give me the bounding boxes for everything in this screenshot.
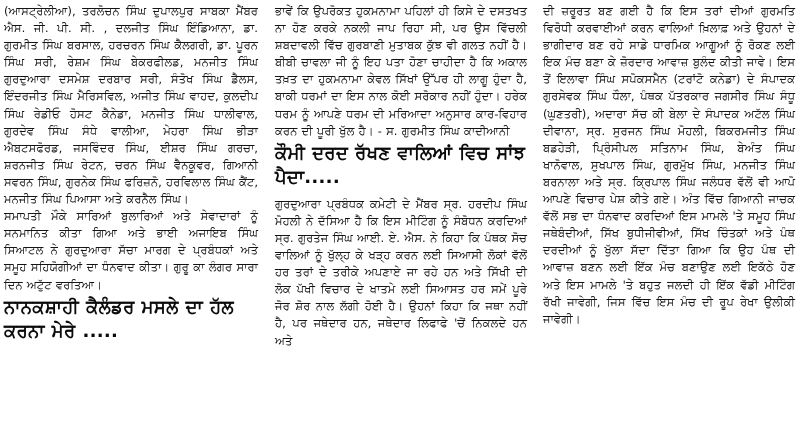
- forum-call-paragraph: ਦੀ ਜ਼ਰੂਰਤ ਬਣ ਗਈ ਹੈ ਕਿ ਇਸ ਤਰਾਂ ਦੀਆਂ ਗੁਰਮਤਿ ਵਿਰੋਧੀ ਕਰਵਾਈਆਂ ਕਰਨ ਵਾਲਿਆਂ ਖ਼ਿਲਾਫ਼ ਅਤੇ ਉਹਨਾਂ ਦੇ ਭਾਗੀਦਾਰ ਬਣ ਰਹੇ ਸਾਡੇ ਧਾਰਮਿਕ ਆਗੂਆਂ ਨੂੰ ਰੋਕਣ ਲਈ ਇਕ ਮੰਚ ਬਣਾ ਕੇ ਜ਼ੋਰਦਾਰ ਆਵਾਜ਼ ਬੁਲੰਦ ਕੀਤੀ ਜਾਵੇ। ਇਸ ਤੋਂ ਇਲਾਵਾ ਸਿੰਘ ਸਪੋਕਸਮੈਨ (ਟਰਾਂਟੋ ਕਨੇਡਾ) ਦੇ ਸੰਪਾਦਕ ਗੁਰਸੇਵਕ ਸਿੰਘ ਧੌਲਾ, ਪੰਥਕ ਪੱਤਰਕਾਰ ਜਗਸੀਰ ਸਿੰਘ ਸੰਧੂ (ਘੁਣਤਰੀ), ਅਦਾਰਾ ਸੱਚ ਕੀ ਬੇਲਾ ਦੇ ਸੰਪਾਦਕ ਅਟੱਲ ਸਿੰਘ ਦੀਵਾਨਾ, ਸ੍ਰ. ਸੁਰਜਨ ਸਿੰਘ ਮੋਹਲੀ, ਬਿਕਰਮਜੀਤ ਸਿੰਘ ਬਡਹੇੜੀ, ਪ੍ਰਿੰਸੀਪਲ ਸਤਿਨਾਮ ਸਿੰਘ, ਬੇਅੰਤ ਸਿੰਘ ਖਾਨੋਵਾਲ, ਸੁਖਪਾਲ ਸਿੰਘ, ਗੁਰਮੁੱਖ ਸਿੰਘ, ਮਨਜੀਤ ਸਿੰਘ ਬਰਨਾਲਾ ਅਤੇ ਸ੍ਰ. ਕ੍ਰਿਪਾਲ ਸਿੰਘ ਜਲੰਧਰ ਵੱਲੋਂ ਵੀ ਆਪੋ ਆਪਣੇ ਵਿਚਾਰ ਪੇਸ਼ ਕੀਤੇ ਗਏ। ਅੰਤ ਵਿੱਚ ਗਿਆਨੀ ਜਾਚਕ ਵੱਲੋਂ ਸਭ ਦਾ ਧੰਨਵਾਦ ਕਰਦਿਆਂ ਇਸ ਮਾਮਲੇ 'ਤੇ ਸਮੂਹ ਸਿੰਘ ਜਥੇਬੰਦੀਆਂ, ਸਿੱਖ ਬੁਧੀਜੀਵੀਆਂ, ਸਿੱਖ ਚਿੰਤਕਾਂ ਅਤੇ ਪੰਥ ਦਰਦੀਆਂ ਨੂੰ ਖੁੱਲਾ ਸੱਦਾ ਦਿੱਤਾ ਗਿਆ ਕਿ ਉਹ ਪੰਥ ਦੀ ਆਵਾਜ਼ ਬਣਨ ਲਈ ਇੱਕ ਮੰਚ ਬਣਾਉਣ ਲਈ ਇਕੱਠੇ ਹੋਣ ਅਤੇ ਇਸ ਮਾਮਲੇ 'ਤੇ ਬਹੁਤ ਜਲਦੀ ਹੀ ਇੱਕ ਵੱਡੀ ਮੀਟਿੰਗ ਰੱਖੀ ਜਾਵੇਗੀ, ਜਿਸ ਵਿੱਚ ਇਸ ਮੰਚ ਦੀ ਰੂਪ ਰੇਖਾ ਉਲੀਕੀ ਜਾਵੇਗੀ।: [543, 4, 795, 326]
- column-middle: [275, 3, 527, 350]
- hukamnama-paragraph: ਭਾਵੇਂ ਕਿ ਉਪਰੋਕਤ ਹੁਕਮਨਾਮਾ ਪਹਿਲਾਂ ਹੀ ਕਿਸੇ ਦੇ ਦਸਤਖਤ ਨਾ ਹੋਣ ਕਰਕੇ ਨਕਲੀ ਜਾਪ ਰਿਹਾ ਸੀ, ਪਰ ਉਸ ਵਿੱਚਲੀ ਸ਼ਬਦਾਵਲੀ ਵਿੱਚ ਗੁਰਬਾਣੀ ਮੁਤਾਬਕ ਕੁੱਝ ਵੀ ਗਲਤ ਨਹੀਂ ਹੈ। ਬੀਬੀ ਚਾਵਲਾ ਜੀ ਨੂੰ ਇਹ ਪਤਾ ਹੋਣਾ ਚਾਹੀਦਾ ਹੈ ਕਿ ਅਕਾਲ ਤਖ਼ਤ ਦਾ ਹੁਕਮਨਾਮਾ ਕੇਵਲ ਸਿੱਖਾਂ ਉੱਪਰ ਹੀ ਲਾਗੂ ਹੁੰਦਾ ਹੈ, ਬਾਕੀ ਧਰਮਾਂ ਦਾ ਇਸ ਨਾਲ ਕੋਈ ਸਰੋਕਾਰ ਨਹੀਂ ਹੁੰਦਾ। ਹਰੇਕ ਧਰਮ ਨੂੰ ਆਪਣੇ ਧਰਮ ਦੀ ਮਰਿਆਦਾ ਅਨੁਸਾਰ ਕਾਰ-ਵਿਹਾਰ ਕਰਨ ਦੀ ਪੂਰੀ ਖੁੱਲ ਹੈ। - ਸ. ਗੁਰਮੀਤ ਸਿੰਘ ਕਾਦੀਆਨੀ: [275, 4, 527, 138]
- column-right: [543, 3, 795, 328]
- gurdwara-meeting-paragraph: ਗੁਰਦੁਆਰਾ ਪ੍ਰਬੰਧਕ ਕਮੇਟੀ ਦੇ ਮੈਂਬਰ ਸ੍ਰ. ਹਰਦੀਪ ਸਿੰਘ ਮੋਹਲੀ ਨੇ ਦੱਸਿਆ ਹੈ ਕਿ ਇਸ ਮੀਟਿੰਗ ਨੂੰ ਸੰਬੋਧਨ ਕਰਦਿਆਂ ਸ੍ਰ. ਗੁਰਤੇਜ ਸਿੰਘ ਆਈ. ਏ. ਐਸ. ਨੇ ਕਿਹਾ ਕਿ ਪੰਥਕ ਸੋਚ ਵਾਲਿਆਂ ਨੂੰ ਖੁੱਲ੍ਹ ਕੇ ਖੜ੍ਹ ਕਰਨ ਲਈ ਸਿਆਸੀ ਲੋਕਾਂ ਵੱਲੋਂ ਹਰ ਤਰਾਂ ਦੇ ਤਰੀਕੇ ਅਪਣਾਏ ਜਾ ਰਹੇ ਹਨ ਅਤੇ ਸਿੱਖੀ ਦੀ ਲੋਕ ਪੱਖੀ ਵਿਚਾਰ ਦੇ ਖਾਤਮੇ ਲਈ ਸਿਆਸਤ ਹਰ ਸਮੇਂ ਪੂਰੇ ਜੋਰ ਸ਼ੋਰ ਨਾਲ ਲੱਗੀ ਹੋਈ ਹੈ। ਉਹਨਾਂ ਕਿਹਾ ਕਿ ਜਥਾ ਨਹੀਂ ਹੈ, ਪਰ ਜਥੇਦਾਰ ਹਨ, ਜਥੇਦਾਰ ਲਿਫਾਫੇ 'ਚੋਂ ਨਿਕਲਦੇ ਹਨ ਅਤੇ: [275, 196, 527, 348]
- headline-qaumi-dard: ਕੌਮੀ ਦਰਦ ਰੱਖਣ ਵਾਲਿਆਂ ਵਿਚ ਸਾਂਝ ਪੈਦਾ.....: [275, 142, 526, 188]
- headline-nanakshahi-calendar: ਨਾਨਕਸ਼ਾਹੀ ਕੈਲੰਡਰ ਮਸਲੇ ਦਾ ਹੱਲ ਕਰਨਾ ਮੇਰੇ .....: [4, 296, 234, 342]
- closing-paragraph: ਸਮਾਪਤੀ ਮੌਕੇ ਸਾਰਿਆਂ ਬੁਲਾਰਿਆਂ ਅਤੇ ਸੇਵਾਦਾਰਾਂ ਨੂੰ ਸਨਮਾਨਿਤ ਕੀਤਾ ਗਿਆ ਅਤੇ ਭਾਈ ਅਜਾਇਬ ਸਿੰਘ ਸਿਆਟਲ ਨੇ ਗੁਰਦੁਆਰਾ ਸੱਚਾ ਮਾਰਗ ਦੇ ਪ੍ਰਬੰਧਕਾਂ ਅਤੇ ਸਮੂਹ ਸਹਿਯੋਗੀਆਂ ਦਾ ਧੰਨਵਾਦ ਕੀਤਾ। ਗੁਰੂ ਕਾ ਲੰਗਰ ਸਾਰਾ ਦਿਨ ਅਟੁੱਟ ਵਰਤਿਆ।: [4, 209, 258, 292]
- names-paragraph: (ਆਸਟ੍ਰੇਲੀਆ), ਤਰਲੋਚਨ ਸਿੰਘ ਦੁਪਾਲਪੁਰ ਸਾਬਕਾ ਮੈਂਬਰ ਐਸ. ਜੀ. ਪੀ. ਸੀ. , ਦਲਜੀਤ ਸਿੰਘ ਇੰਡਿਆਨਾ, ਡਾ. ਗੁਰਮੀਤ ਸਿੰਘ ਬਰਸਾਲ, ਹਰਚਰਨ ਸਿੰਘ ਕੈਲਗਰੀ, ਡਾ. ਪੂਰਨ ਸਿੰਘ ਸਰੀ, ਰੇਸ਼ਮ ਸਿੰਘ ਬੇਕਰਫੀਲਡ, ਮਨਜੀਤ ਸਿੰਘ ਗੁਰਦੁਆਰਾ ਦਸਮੇਸ਼ ਦਰਬਾਰ ਸਰੀ, ਸੰਤੋਖ ਸਿੰਘ ਡੈਲਸ, ਇੰਦਰਜੀਤ ਸਿੰਘ ਮੈਰਿਸਵਿਲ, ਅਜੀਤ ਸਿੰਘ ਵਾਹਦ, ਕੁਲਦੀਪ ਸਿੰਘ ਰੇਡੀਓ ਹੋਸਟ ਕੈਨੇਡਾ, ਮਨਜੀਤ ਸਿੰਘ ਧਾਲੀਵਾਲ, ਗੁਰਦੇਵ ਸਿੰਘ ਸੰਧੇ ਵਾਲੀਆ, ਮੇਹਰਾ ਸਿੰਘ ਭੀੜਾ ਐਬਟਸਫੋਰਡ, ਜਸਵਿੰਦਰ ਸਿੰਘ, ਈਸ਼ਰ ਸਿੰਘ ਗਰਚਾ, ਸ਼ਰਨਜੀਤ ਸਿੰਘ ਰੇਟਨ, ਚਰਨ ਸਿੰਘ ਵੈਨਕੂਵਰ, ਗਿਆਨੀ ਸਵਰਨ ਸਿੰਘ, ਗੁਰਨੇਕ ਸਿੰਘ ਫਰਿਜ਼ਨੋ, ਹਰਵਿਲਾਲ ਸਿੰਘ ਕੈਂਟ, ਮਨਜੀਤ ਸਿੰਘ ਪਿਆਸਾ ਅਤੇ ਕਰਨੈਲ ਸਿੰਘ।: [4, 4, 258, 207]
- column-left: [4, 3, 258, 350]
